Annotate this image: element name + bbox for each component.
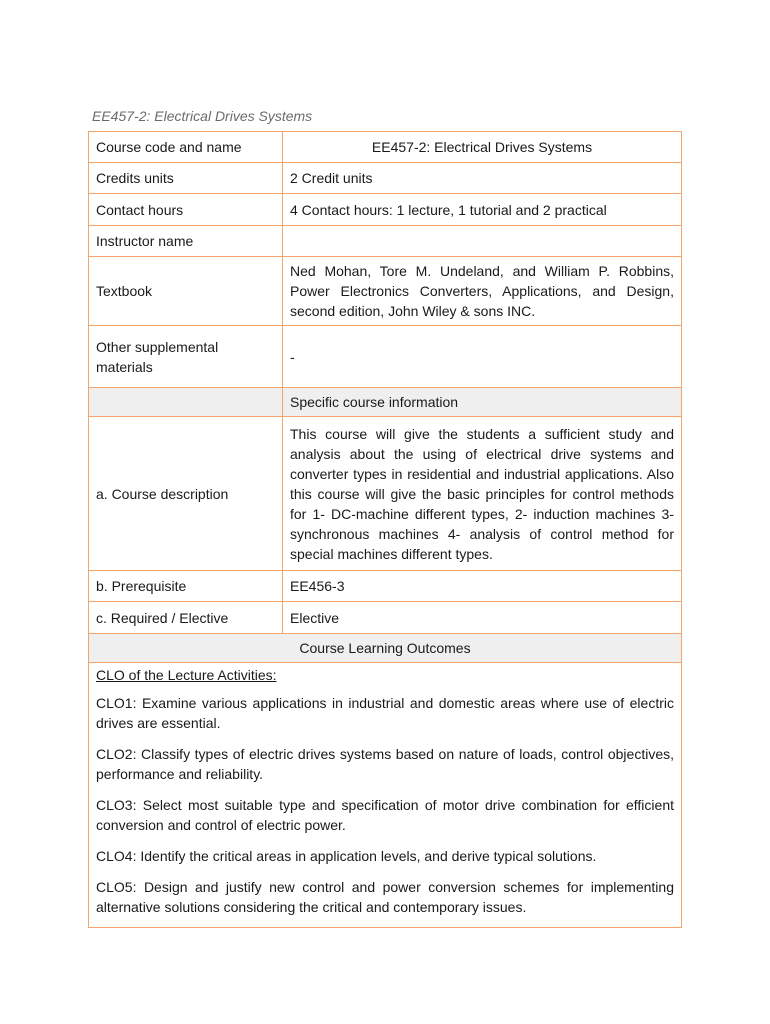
contact-hours-value: 4 Contact hours: 1 lecture, 1 tutorial and 2 practical [283, 194, 682, 226]
course-description-label: a. Course description [89, 417, 283, 571]
prerequisite-label: b. Prerequisite [89, 571, 283, 602]
clo-item: CLO2: Classify types of electric drives systems based on nature of loads, control objectives, performance and reliability. [96, 746, 674, 782]
supplemental-value: - [283, 326, 682, 388]
course-code-label: Course code and name [89, 132, 283, 163]
clo-cell [89, 663, 682, 928]
required-elective-value: Elective [283, 602, 682, 634]
table-row [89, 132, 682, 163]
instructor-label: Instructor name [89, 226, 283, 257]
section-row [89, 634, 682, 663]
table-row [89, 417, 682, 571]
textbook-label: Textbook [89, 257, 283, 326]
credits-value: 2 Credit units [283, 163, 682, 194]
table-row [89, 194, 682, 226]
specific-info-heading: Specific course information [283, 388, 682, 417]
textbook-value: Ned Mohan, Tore M. Undeland, and William P. Robbins, Power Electronics Converters, Applications, and Design, second edition, John Wiley & sons INC. [283, 257, 682, 326]
course-description-value: This course will give the students a sufficient study and analysis about the using of electrical drive systems and converter types in residential and industrial applications. Also this course will give the basic principles for control methods for 1- DC-machine different types, 2- induction machines 3- synchronous machines 4- analysis of control method for special machines different types. [283, 417, 682, 571]
section-row [89, 388, 682, 417]
clo-item: CLO4: Identify the critical areas in application levels, and derive typical solutions. [96, 848, 597, 864]
table-row [89, 257, 682, 326]
learning-outcomes-heading: Course Learning Outcomes [89, 634, 682, 663]
table-row [89, 571, 682, 602]
course-code-value: EE457-2: Electrical Drives Systems [283, 132, 682, 163]
prerequisite-value: EE456-3 [283, 571, 682, 602]
table-row [89, 602, 682, 634]
clo-item: CLO1: Examine various applications in industrial and domestic areas where use of electric drives are essential. [96, 695, 674, 731]
required-elective-label: c. Required / Elective [89, 602, 283, 634]
credits-label: Credits units [89, 163, 283, 194]
contact-hours-label: Contact hours [89, 194, 283, 226]
table-row [89, 663, 682, 928]
clo-subheading: CLO of the Lecture Activities: [96, 667, 277, 683]
course-info-table [88, 131, 682, 928]
table-row [89, 326, 682, 388]
table-row [89, 226, 682, 257]
table-row [89, 163, 682, 194]
supplemental-label: Other supplemental materials [89, 326, 283, 388]
clo-item: CLO5: Design and justify new control and power conversion schemes for implementing alternative solutions considering the critical and contemporary issues. [96, 879, 674, 915]
instructor-value [283, 226, 682, 257]
document-title: EE457-2: Electrical Drives Systems [92, 108, 313, 124]
clo-item: CLO3: Select most suitable type and specification of motor drive combination for efficient conversion and control of electric power. [96, 797, 674, 833]
